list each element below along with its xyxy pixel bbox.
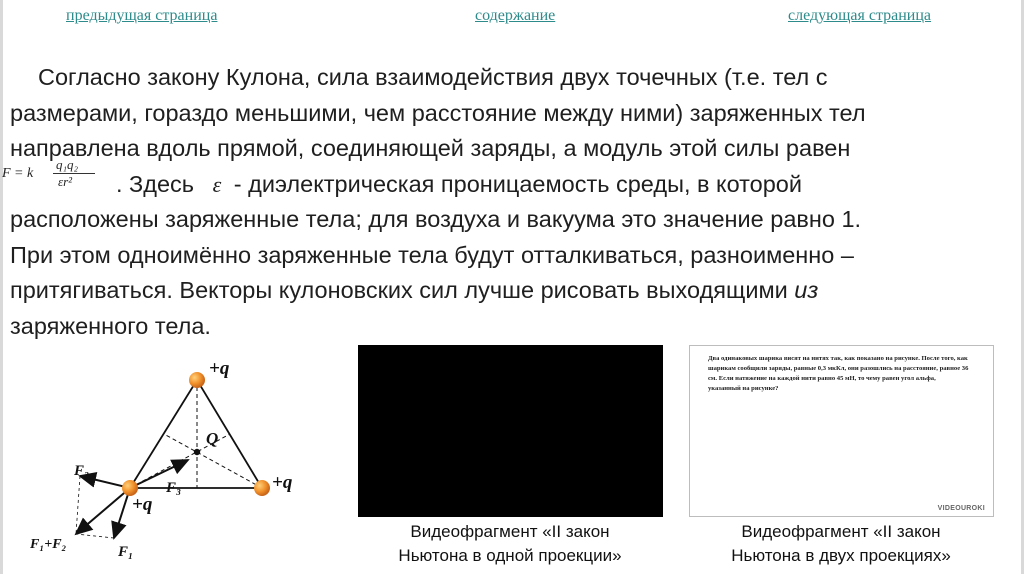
video1-caption bbox=[350, 520, 670, 568]
coulomb-formula bbox=[2, 158, 114, 188]
parallelogram-line bbox=[76, 476, 80, 534]
video-player-1[interactable] bbox=[358, 345, 663, 517]
video2-problem-text: Два одинаковых шарика висят на нитях так, как показано на рисунке. После того, как шарикам сообщили заряды, равные 0,3 мкКл, они разошлись на расстояние, равное 36 см. Если натяжение на каждой нити равно 45 мН, то чему равен угол альфа, указанный на рисунке? bbox=[708, 355, 969, 392]
charge-right bbox=[254, 480, 270, 496]
label-center-q: Q bbox=[206, 429, 219, 448]
label-f1: F₁ bbox=[118, 544, 134, 560]
text-line: размерами, гораздо меньшими, чем расстояние между ними) заряженных тел bbox=[10, 99, 866, 126]
videouroki-logo: VIDEOUROKI bbox=[937, 505, 985, 512]
video-player-2[interactable] bbox=[689, 345, 994, 517]
parallelogram-line bbox=[76, 534, 114, 538]
italic-word: из bbox=[794, 277, 819, 303]
label-charge-top: +q bbox=[209, 358, 230, 379]
text-line: заряженного тела. bbox=[10, 312, 211, 339]
label-f2: F₂ bbox=[74, 463, 90, 479]
caption-line: Видеофрагмент «II закон bbox=[741, 522, 941, 541]
text-line bbox=[10, 273, 818, 309]
text-line: При этом одноимённо заряженные тела будут отталкиваться, разноименно – bbox=[10, 241, 854, 268]
contents-link[interactable]: содержание bbox=[475, 7, 556, 24]
formula-lhs: F = k bbox=[2, 166, 34, 181]
text-fragment: притягиваться. Векторы кулоновских сил лучше рисовать выходящими bbox=[10, 277, 788, 303]
charge-top bbox=[189, 372, 205, 388]
epsilon-symbol: ε bbox=[212, 171, 222, 197]
label-charge-left: +q bbox=[132, 494, 153, 515]
formula-numerator: q₁q₂ bbox=[56, 157, 79, 172]
next-page-link[interactable]: следующая страница bbox=[788, 7, 932, 24]
text-fragment: . Здесь bbox=[116, 170, 195, 197]
coulomb-forces-diagram bbox=[10, 352, 340, 570]
text-line: расположены заряженные тела; для воздуха и вакуума это значение равно 1. bbox=[10, 206, 862, 232]
center-point bbox=[194, 449, 200, 455]
label-f1f2: F₁+F₂ bbox=[30, 537, 67, 552]
caption-line: Видеофрагмент «II закон bbox=[410, 522, 610, 541]
video2-caption bbox=[681, 520, 1001, 568]
prev-page-link[interactable]: предыдущая страница bbox=[66, 7, 218, 24]
text-line bbox=[116, 167, 802, 203]
text-line: Согласно закону Кулона, сила взаимодействия двух точечных (т.е. тел с bbox=[38, 64, 828, 90]
caption-line: Ньютона в двух проекциях» bbox=[731, 546, 951, 565]
caption-line: Ньютона в одной проекции» bbox=[398, 546, 622, 565]
forces-illustration bbox=[10, 352, 340, 570]
left-border bbox=[0, 0, 3, 574]
text-fragment: - диэлектрическая проницаемость среды, в которой bbox=[233, 170, 802, 197]
label-charge-right: +q bbox=[272, 472, 293, 493]
formula-denominator: εr² bbox=[58, 174, 73, 189]
text-line: направлена вдоль прямой, соединяющей заряды, а модуль этой силы равен bbox=[10, 135, 851, 161]
label-f3: F₃ bbox=[166, 480, 182, 496]
